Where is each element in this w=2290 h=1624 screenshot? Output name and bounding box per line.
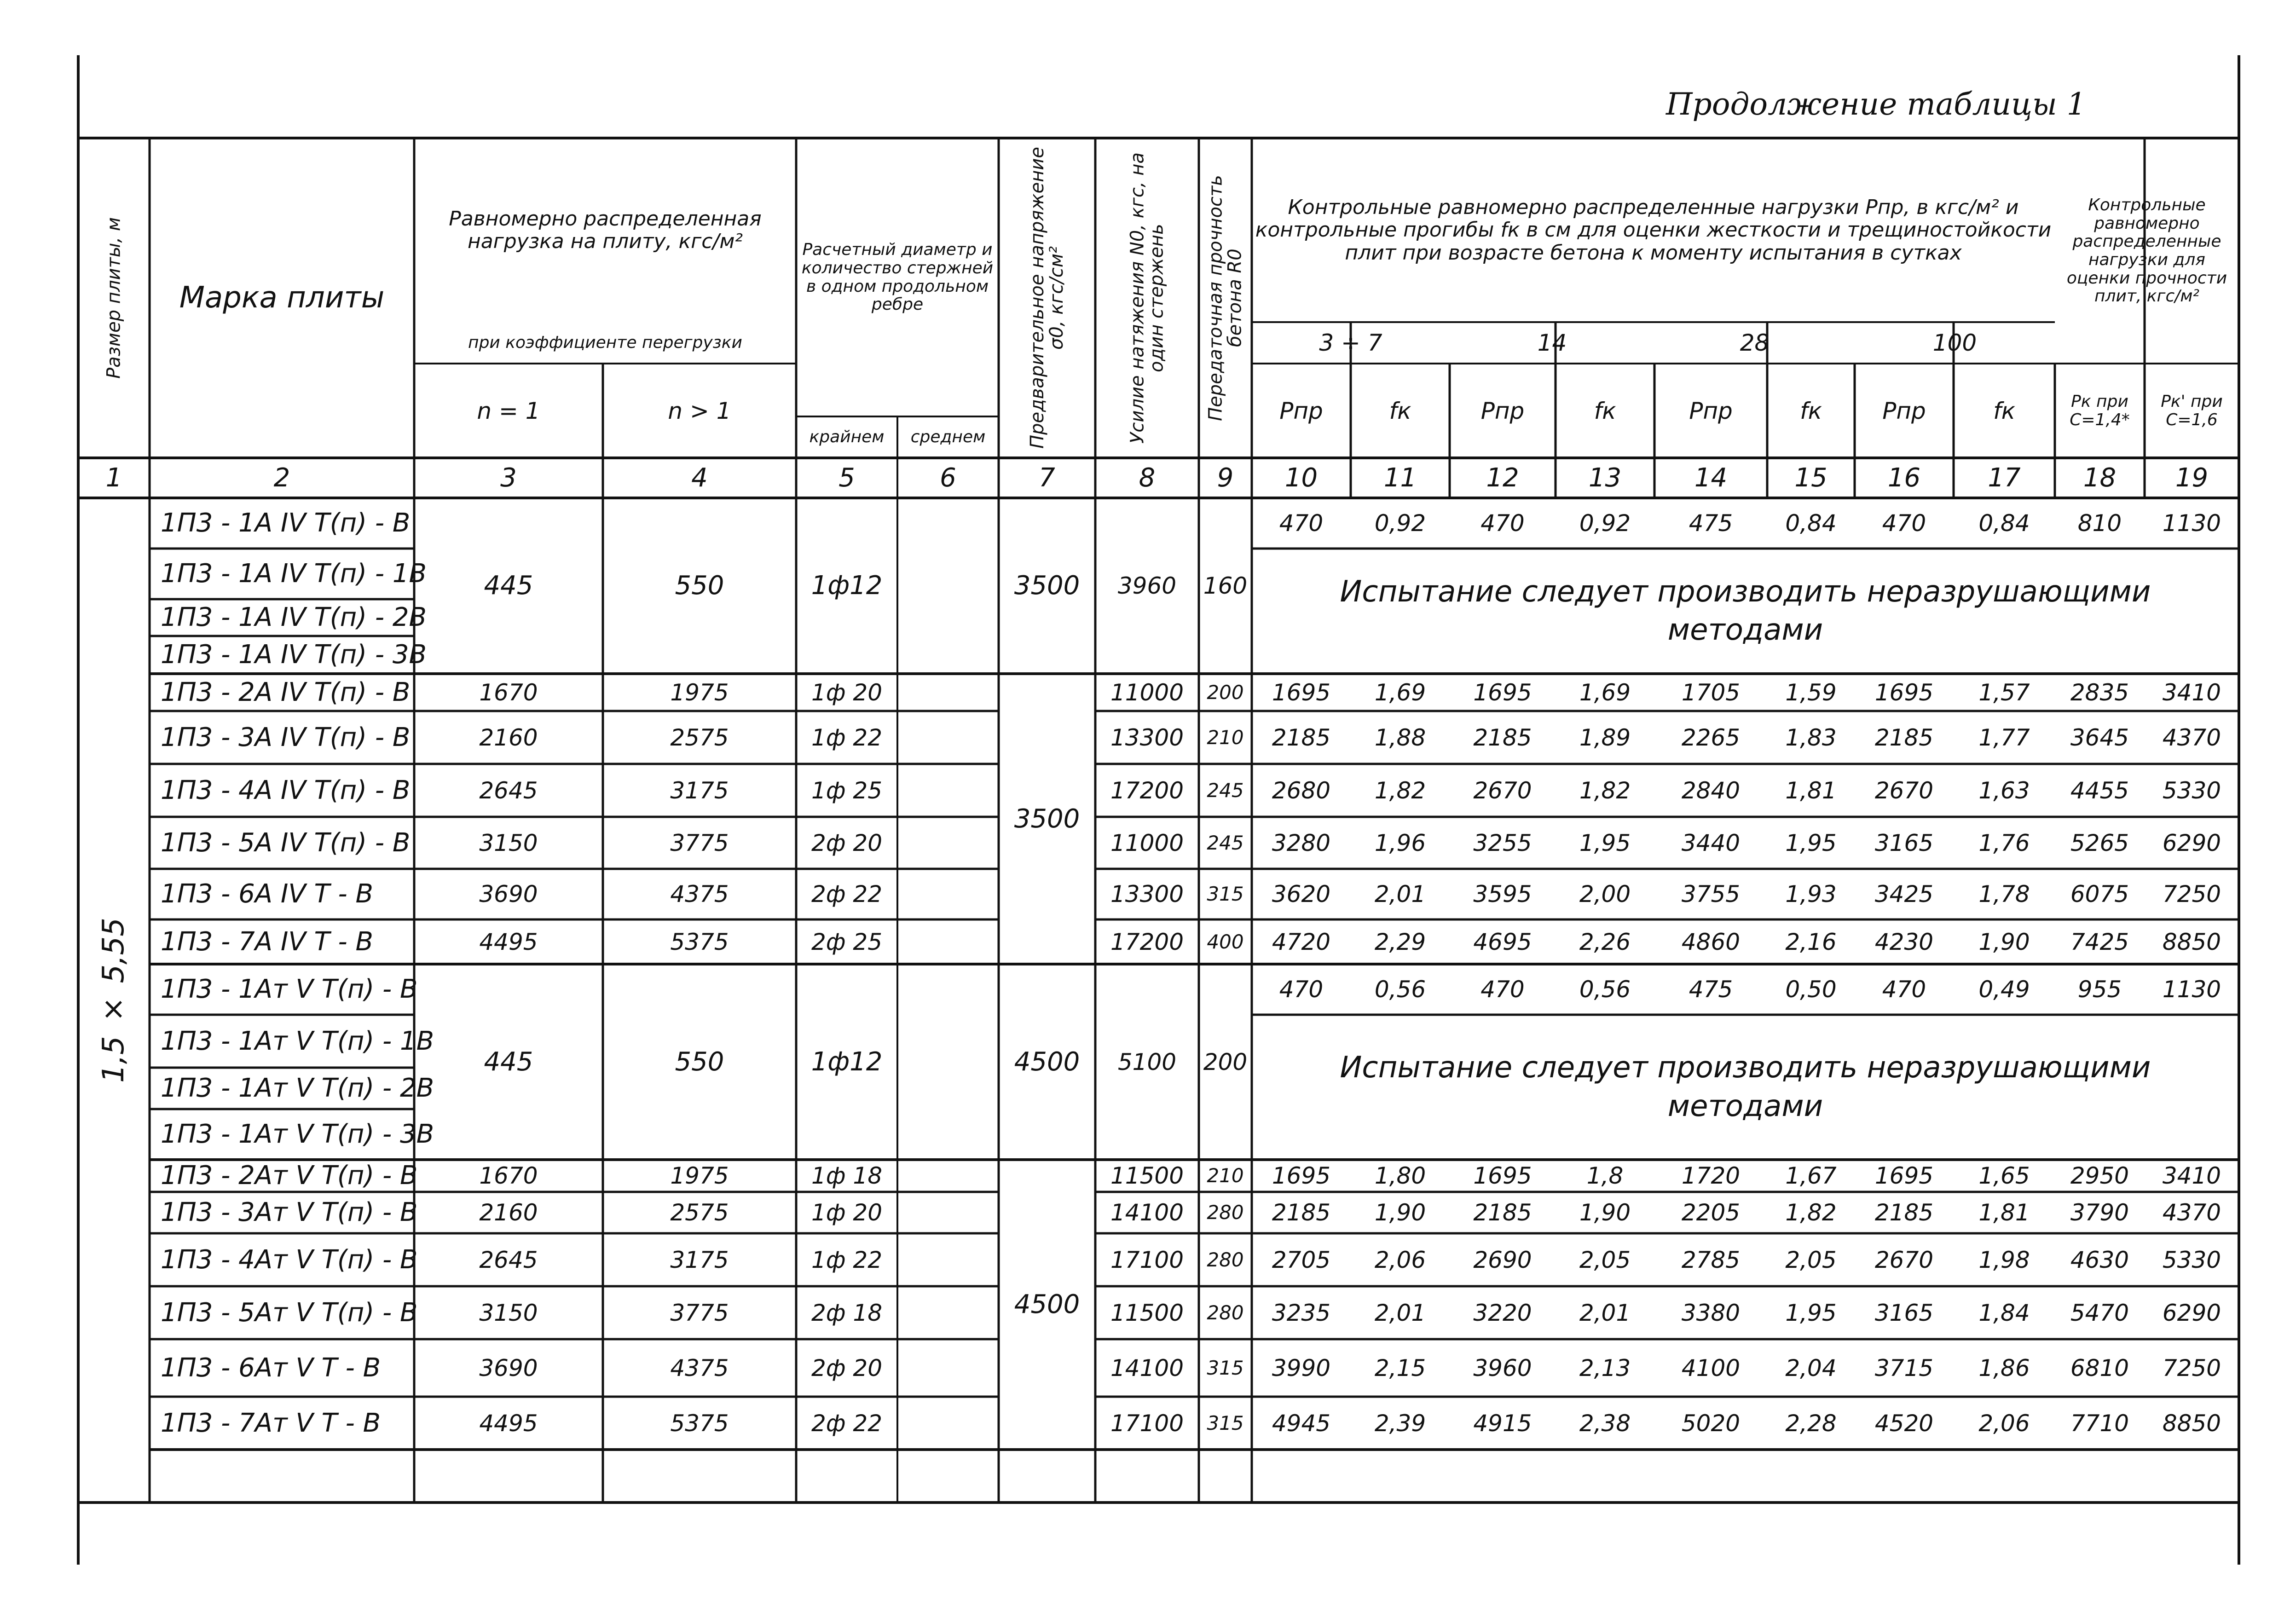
control-value: 2,38 <box>1579 1410 1631 1437</box>
plate-mark: 1П3 - 6А IV Т - В <box>161 879 373 909</box>
header-extreme: крайнем <box>809 428 885 447</box>
control-value: 1,95 <box>1579 829 1631 856</box>
transfer-strength: 315 <box>1207 1356 1244 1379</box>
header-fk: fк <box>1800 397 1822 424</box>
control-value: 2,39 <box>1374 1410 1426 1437</box>
load-n1: 4495 <box>479 1410 538 1437</box>
control-value: 0,56 <box>1579 976 1631 1003</box>
transfer-strength: 200 <box>1203 1048 1248 1075</box>
control-value: 8850 <box>2162 1410 2221 1437</box>
header-transfer-strength: Передаточная прочность бетона R0 <box>1205 175 1246 421</box>
header-ppr: Pпр <box>1689 397 1733 424</box>
control-value: 4100 <box>1681 1354 1741 1381</box>
control-value: 2,06 <box>1978 1410 2030 1437</box>
control-value: 3440 <box>1681 829 1741 856</box>
plate-mark: 1П3 - 5А IV Т(п) - В <box>161 827 411 858</box>
control-value: 0,49 <box>1978 976 2030 1003</box>
diameter-extreme: 2ф 20 <box>811 1354 883 1381</box>
load-n1: 3690 <box>479 881 538 907</box>
control-value: 2690 <box>1473 1246 1532 1273</box>
control-value: 2,05 <box>1579 1246 1631 1273</box>
control-value: 3595 <box>1473 881 1532 907</box>
control-value: 1695 <box>1272 679 1331 706</box>
control-value: 2835 <box>2070 679 2129 706</box>
control-value: 7425 <box>2070 928 2129 955</box>
column-number: 7 <box>1039 462 1055 493</box>
diameter-extreme: 1ф 25 <box>811 777 883 804</box>
header-n1: n = 1 <box>477 397 540 424</box>
plate-mark: 1П3 - 5Ат V Т(п) - В <box>161 1297 418 1328</box>
load-n1: 445 <box>484 1046 533 1077</box>
control-value: 1,86 <box>1978 1354 2030 1381</box>
control-value: 1,59 <box>1785 679 1837 706</box>
load-n1: 2160 <box>479 1199 538 1226</box>
control-value: 2,01 <box>1374 881 1426 907</box>
transfer-strength: 245 <box>1207 779 1244 802</box>
control-value: 6075 <box>2070 881 2129 907</box>
control-value: 1,76 <box>1978 829 2030 856</box>
diameter-extreme: 1ф 18 <box>811 1162 883 1189</box>
control-value: 2,01 <box>1374 1299 1426 1326</box>
control-value: 7710 <box>2070 1410 2129 1437</box>
transfer-strength: 200 <box>1207 681 1244 704</box>
load-n1: 1670 <box>479 1162 538 1189</box>
load-ngt1: 5375 <box>670 1410 729 1437</box>
tension-force: 17100 <box>1110 1410 1184 1437</box>
transfer-strength: 280 <box>1207 1201 1244 1224</box>
control-value: 5330 <box>2162 777 2221 804</box>
tension-force: 3960 <box>1117 572 1177 599</box>
load-ngt1: 550 <box>675 571 724 601</box>
header-overload: при коэффициенте перегрузки <box>468 333 742 353</box>
control-value: 3280 <box>1272 829 1331 856</box>
control-value: 470 <box>1279 976 1324 1003</box>
prestress-value: 4500 <box>1014 1289 1080 1319</box>
control-value: 2,15 <box>1374 1354 1426 1381</box>
column-number: 3 <box>500 462 517 493</box>
control-value: 2670 <box>1473 777 1532 804</box>
control-value: 4695 <box>1473 928 1532 955</box>
control-value: 1,82 <box>1579 777 1631 804</box>
control-value: 1,90 <box>1978 928 2030 955</box>
load-n1: 3690 <box>479 1354 538 1381</box>
control-value: 3410 <box>2162 1162 2221 1189</box>
load-ngt1: 3175 <box>670 1246 729 1273</box>
control-value: 7250 <box>2162 881 2221 907</box>
control-value: 4455 <box>2070 777 2129 804</box>
control-value: 3990 <box>1272 1354 1331 1381</box>
control-value: 3165 <box>1874 829 1934 856</box>
control-value: 3410 <box>2162 679 2221 706</box>
plate-mark: 1П3 - 1Ат V Т(п) - 2В <box>161 1073 434 1103</box>
tension-force: 11500 <box>1110 1162 1184 1189</box>
control-value: 2670 <box>1874 777 1934 804</box>
control-value: 1,80 <box>1374 1162 1426 1189</box>
control-value: 0,92 <box>1374 510 1426 537</box>
transfer-strength: 210 <box>1207 1164 1244 1187</box>
load-n1: 2645 <box>479 1246 538 1273</box>
diameter-extreme: 1ф 20 <box>811 1199 883 1226</box>
control-value: 1,81 <box>1785 777 1837 804</box>
transfer-strength: 210 <box>1207 726 1244 749</box>
control-value: 2205 <box>1681 1199 1741 1226</box>
control-value: 1,89 <box>1579 724 1631 751</box>
header-size: Размер плиты, м <box>103 217 125 379</box>
control-value: 6810 <box>2070 1354 2129 1381</box>
header-fk: fк <box>1389 397 1411 424</box>
column-number: 12 <box>1486 462 1519 493</box>
tension-force: 11000 <box>1110 679 1184 706</box>
header-fk: fк <box>1993 397 2015 424</box>
control-value: 3645 <box>2070 724 2129 751</box>
column-number: 8 <box>1139 462 1156 493</box>
plate-mark: 1П3 - 7Ат V Т - В <box>161 1408 381 1438</box>
control-value: 1695 <box>1874 1162 1934 1189</box>
tension-force: 17200 <box>1110 928 1184 955</box>
column-number: 11 <box>1383 462 1417 493</box>
tension-force: 14100 <box>1110 1354 1184 1381</box>
control-value: 470 <box>1279 510 1324 537</box>
size-label: 1,5 × 5,55 <box>96 918 131 1083</box>
load-ngt1: 2575 <box>670 724 729 751</box>
column-number: 13 <box>1588 462 1622 493</box>
control-value: 1,69 <box>1374 679 1426 706</box>
diameter-extreme: 1ф12 <box>811 1046 883 1077</box>
control-value: 1,93 <box>1785 881 1837 907</box>
transfer-strength: 245 <box>1207 831 1244 854</box>
control-value: 1705 <box>1681 679 1741 706</box>
control-value: 4370 <box>2162 1199 2221 1226</box>
control-value: 3380 <box>1681 1299 1741 1326</box>
control-value: 6290 <box>2162 829 2221 856</box>
control-value: 5020 <box>1681 1410 1741 1437</box>
control-value: 2185 <box>1473 724 1532 751</box>
control-value: 2185 <box>1272 1199 1331 1226</box>
plate-mark: 1П3 - 1А IV Т(п) - 3В <box>161 640 427 670</box>
diameter-extreme: 2ф 20 <box>811 829 883 856</box>
header-pk14: Pк при C=1,4* <box>2070 392 2130 429</box>
header-mark: Марка плиты <box>179 280 385 315</box>
control-value: 2670 <box>1874 1246 1934 1273</box>
control-value: 1130 <box>2162 510 2221 537</box>
diameter-extreme: 1ф12 <box>811 571 883 601</box>
transfer-strength: 315 <box>1207 1411 1244 1434</box>
diameter-extreme: 2ф 25 <box>811 928 883 955</box>
control-value: 2265 <box>1681 724 1741 751</box>
tension-force: 17100 <box>1110 1246 1184 1273</box>
control-value: 2840 <box>1681 777 1741 804</box>
control-value: 3755 <box>1681 881 1741 907</box>
load-ngt1: 3775 <box>670 829 729 856</box>
load-ngt1: 4375 <box>670 1354 729 1381</box>
load-ngt1: 550 <box>675 1046 724 1077</box>
control-value: 2,00 <box>1579 881 1631 907</box>
control-value: 0,50 <box>1785 976 1837 1003</box>
control-value: 1,77 <box>1978 724 2030 751</box>
control-value: 2,01 <box>1579 1299 1631 1326</box>
plate-mark: 1П3 - 1Ат V Т(п) - 1В <box>161 1026 434 1056</box>
control-value: 1,96 <box>1374 829 1426 856</box>
load-n1: 445 <box>484 571 533 601</box>
control-value: 2185 <box>1473 1199 1532 1226</box>
diameter-extreme: 1ф 22 <box>811 724 883 751</box>
header-ppr: Pпр <box>1480 397 1525 424</box>
control-value: 470 <box>1480 510 1525 537</box>
prestress-value: 4500 <box>1014 1046 1080 1077</box>
control-value: 475 <box>1689 510 1733 537</box>
column-number: 15 <box>1794 462 1827 493</box>
control-value: 1,82 <box>1785 1199 1837 1226</box>
control-value: 4860 <box>1681 928 1741 955</box>
control-value: 2,06 <box>1374 1246 1426 1273</box>
header-pk16: Pк' при C=1,6 <box>2161 392 2223 429</box>
control-value: 3790 <box>2070 1199 2129 1226</box>
control-value: 810 <box>2077 510 2122 537</box>
control-value: 1695 <box>1473 1162 1532 1189</box>
plate-mark: 1П3 - 3А IV Т(п) - В <box>161 722 411 752</box>
header-middle: среднем <box>910 428 986 447</box>
control-value: 1,65 <box>1978 1162 2030 1189</box>
control-value: 3255 <box>1473 829 1532 856</box>
control-value: 2185 <box>1272 724 1331 751</box>
control-value: 470 <box>1882 976 1926 1003</box>
control-value: 955 <box>2077 976 2122 1003</box>
control-value: 2185 <box>1874 724 1934 751</box>
plate-mark: 1П3 - 1А IV Т(п) - В <box>161 508 411 538</box>
load-ngt1: 1975 <box>670 679 729 706</box>
header-force: Усилие натяжения N0, кгс, на один стержень <box>1127 152 1168 444</box>
header-diameter: Расчетный диаметр и количество стержней в одном продольном ребре <box>801 240 994 314</box>
control-value: 1130 <box>2162 976 2221 1003</box>
control-value: 5330 <box>2162 1246 2221 1273</box>
control-value: 1695 <box>1473 679 1532 706</box>
header-load: Равномерно распределенная нагрузка на плиту, кгс/м² <box>449 207 762 253</box>
control-value: 1,88 <box>1374 724 1426 751</box>
column-number: 9 <box>1217 462 1234 493</box>
control-value: 1,63 <box>1978 777 2030 804</box>
plate-mark: 1П3 - 2А IV Т(п) - В <box>161 677 411 707</box>
load-n1: 4495 <box>479 928 538 955</box>
test-note: Испытание следует производить неразрушающими методами <box>1340 1051 2151 1123</box>
header-ppr: Pпр <box>1279 397 1323 424</box>
control-value: 5470 <box>2070 1299 2129 1326</box>
plate-mark: 1П3 - 1Ат V Т(п) - В <box>161 974 418 1004</box>
header-age-4: 100 <box>1932 329 1977 356</box>
test-note: Испытание следует производить неразрушающими методами <box>1340 574 2151 647</box>
header-fk: fк <box>1594 397 1616 424</box>
control-value: 2,26 <box>1579 928 1631 955</box>
control-value: 3220 <box>1473 1299 1532 1326</box>
control-value: 2950 <box>2070 1162 2129 1189</box>
load-ngt1: 2575 <box>670 1199 729 1226</box>
load-n1: 2160 <box>479 724 538 751</box>
plate-mark: 1П3 - 1А IV Т(п) - 2В <box>161 602 427 632</box>
prestress-value: 3500 <box>1014 571 1080 601</box>
column-number: 5 <box>839 462 855 493</box>
control-value: 4720 <box>1272 928 1331 955</box>
diameter-extreme: 1ф 20 <box>811 679 883 706</box>
control-value: 1,90 <box>1579 1199 1631 1226</box>
control-value: 3715 <box>1874 1354 1934 1381</box>
diameter-extreme: 1ф 22 <box>811 1246 883 1273</box>
column-number: 10 <box>1284 462 1318 493</box>
table-continuation-title: Продолжение таблицы 1 <box>1666 87 2086 122</box>
plate-mark: 1П3 - 6Ат V Т - В <box>161 1352 381 1383</box>
prestress-value: 3500 <box>1014 803 1080 834</box>
control-value: 2,28 <box>1785 1410 1837 1437</box>
control-value: 2705 <box>1272 1246 1331 1273</box>
control-value: 3165 <box>1874 1299 1934 1326</box>
load-ngt1: 4375 <box>670 881 729 907</box>
header-age-3: 28 <box>1740 329 1770 356</box>
transfer-strength: 160 <box>1203 572 1248 599</box>
control-value: 1,98 <box>1978 1246 2030 1273</box>
control-value: 5265 <box>2070 829 2129 856</box>
load-n1: 3150 <box>479 829 538 856</box>
control-value: 4915 <box>1473 1410 1532 1437</box>
control-value: 4945 <box>1272 1410 1331 1437</box>
header-ppr: Pпр <box>1882 397 1926 424</box>
control-value: 4230 <box>1874 928 1934 955</box>
control-value: 0,56 <box>1374 976 1426 1003</box>
load-ngt1: 3175 <box>670 777 729 804</box>
control-value: 1,95 <box>1785 829 1837 856</box>
column-number: 1 <box>105 462 122 493</box>
control-value: 3235 <box>1272 1299 1331 1326</box>
plate-mark: 1П3 - 3Ат V Т(п) - В <box>161 1197 418 1227</box>
control-value: 1,82 <box>1374 777 1426 804</box>
transfer-strength: 400 <box>1207 930 1244 953</box>
control-value: 0,84 <box>1978 510 2030 537</box>
header-control-strength: Контрольные равномерно распределенные нагрузки для оценки прочности плит, кгс/м² <box>2066 196 2227 306</box>
control-value: 8850 <box>2162 928 2221 955</box>
header-prestress: Предварительное напряжение σ0, кгс/см² <box>1027 147 1067 449</box>
tension-force: 13300 <box>1110 724 1184 751</box>
column-number: 2 <box>273 462 290 493</box>
tension-force: 11000 <box>1110 829 1184 856</box>
control-value: 6290 <box>2162 1299 2221 1326</box>
control-value: 1,78 <box>1978 881 2030 907</box>
control-value: 2,13 <box>1579 1354 1631 1381</box>
control-value: 0,84 <box>1785 510 1837 537</box>
plate-mark: 1П3 - 1Ат V Т(п) - 3В <box>161 1119 434 1149</box>
control-value: 470 <box>1480 976 1525 1003</box>
header-ngt1: n > 1 <box>668 397 731 424</box>
control-value: 1695 <box>1874 679 1934 706</box>
transfer-strength: 280 <box>1207 1301 1244 1324</box>
tension-force: 5100 <box>1117 1048 1177 1075</box>
control-value: 2,05 <box>1785 1246 1837 1273</box>
control-value: 7250 <box>2162 1354 2221 1381</box>
column-number: 18 <box>2083 462 2117 493</box>
diameter-extreme: 2ф 22 <box>811 1410 883 1437</box>
column-number: 19 <box>2175 462 2209 493</box>
tension-force: 17200 <box>1110 777 1184 804</box>
control-value: 1,8 <box>1586 1162 1624 1189</box>
control-value: 3425 <box>1874 881 1934 907</box>
control-value: 2680 <box>1272 777 1331 804</box>
load-ngt1: 5375 <box>670 928 729 955</box>
transfer-strength: 280 <box>1207 1248 1244 1271</box>
control-value: 1,57 <box>1978 679 2030 706</box>
tension-force: 14100 <box>1110 1199 1184 1226</box>
control-value: 1,67 <box>1785 1162 1837 1189</box>
load-n1: 2645 <box>479 777 538 804</box>
column-number: 6 <box>940 462 956 493</box>
diameter-extreme: 2ф 22 <box>811 881 883 907</box>
column-number: 14 <box>1694 462 1728 493</box>
column-number: 16 <box>1887 462 1921 493</box>
control-value: 2,04 <box>1785 1354 1837 1381</box>
control-value: 1,83 <box>1785 724 1837 751</box>
load-ngt1: 3775 <box>670 1299 729 1326</box>
transfer-strength: 315 <box>1207 883 1244 905</box>
tension-force: 13300 <box>1110 881 1184 907</box>
control-value: 2185 <box>1874 1199 1934 1226</box>
control-value: 1,90 <box>1374 1199 1426 1226</box>
control-value: 1695 <box>1272 1162 1331 1189</box>
plate-mark: 1П3 - 2Ат V Т(п) - В <box>161 1161 418 1191</box>
control-value: 2,16 <box>1785 928 1837 955</box>
tension-force: 11500 <box>1110 1299 1184 1326</box>
column-number: 17 <box>1988 462 2021 493</box>
header-age-1: 3 ÷ 7 <box>1319 329 1382 356</box>
load-n1: 3150 <box>479 1299 538 1326</box>
control-value: 1720 <box>1681 1162 1741 1189</box>
control-value: 475 <box>1689 976 1733 1003</box>
control-value: 1,81 <box>1978 1199 2030 1226</box>
control-value: 2785 <box>1681 1246 1741 1273</box>
header-age-2: 14 <box>1537 329 1567 356</box>
header-control: Контрольные равномерно распределенные нагрузки Pпр, в кгс/м² и контрольные прогибы fк в см для оценки жесткости и трещиностойкости плит при возрасте бетона к моменту испытания в сутках <box>1255 196 2052 265</box>
control-value: 3620 <box>1272 881 1331 907</box>
plate-mark: 1П3 - 4Ат V Т(п) - В <box>161 1244 418 1275</box>
control-value: 0,92 <box>1579 510 1631 537</box>
control-value: 1,69 <box>1579 679 1631 706</box>
control-value: 470 <box>1882 510 1926 537</box>
control-value: 1,95 <box>1785 1299 1837 1326</box>
plate-mark: 1П3 - 4А IV Т(п) - В <box>161 775 411 805</box>
control-value: 1,84 <box>1978 1299 2030 1326</box>
load-n1: 1670 <box>479 679 538 706</box>
control-value: 4370 <box>2162 724 2221 751</box>
control-value: 3960 <box>1473 1354 1532 1381</box>
control-value: 2,29 <box>1374 928 1426 955</box>
diameter-extreme: 2ф 18 <box>811 1299 883 1326</box>
control-value: 4630 <box>2070 1246 2129 1273</box>
control-value: 4520 <box>1874 1410 1934 1437</box>
column-number: 4 <box>691 462 708 493</box>
plate-mark: 1П3 - 7А IV Т - В <box>161 926 373 957</box>
load-ngt1: 1975 <box>670 1162 729 1189</box>
plate-mark: 1П3 - 1А IV Т(п) - 1В <box>161 559 427 589</box>
